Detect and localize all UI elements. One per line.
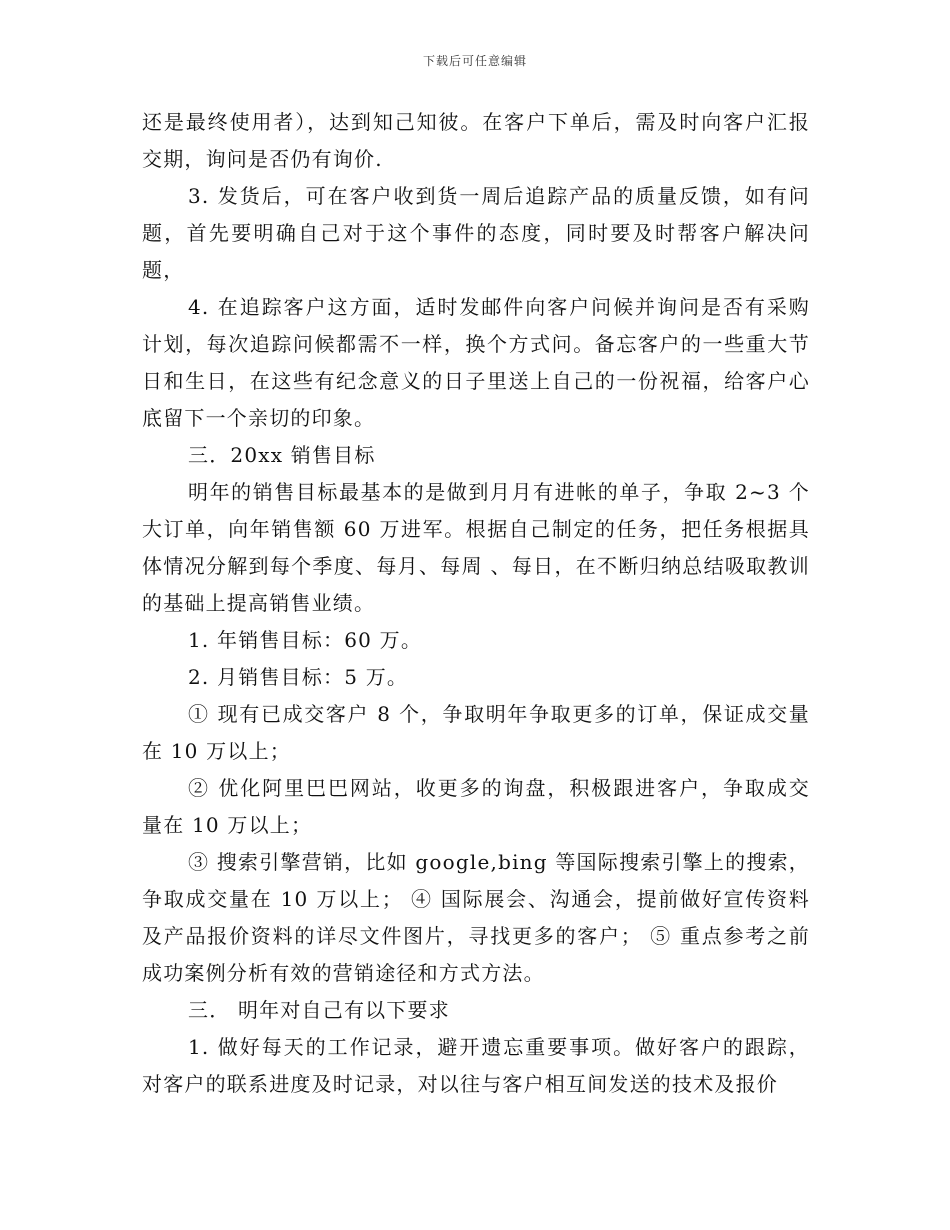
paragraph-2: 3. 发货后，可在客户收到货一周后追踪产品的质量反馈，如有问题，首先要明确自己对于这个事件的态度，同时要及时帮客户解决问题， [142, 184, 810, 282]
list-item-circled-2: ② 优化阿里巴巴网站，收更多的询盘，积极跟进客户，争取成交量在 10 万以上； [142, 776, 810, 837]
section-heading-requirements: 三． 明年对自己有以下要求 [188, 998, 450, 1022]
section-heading-sales-target: 三．20xx 销售目标 [188, 443, 376, 467]
paragraph-3: 4. 在追踪客户这方面，适时发邮件向客户问候并询问是否有采购计划，每次追踪问候都需不一样，换个方式问。备忘客户的一些重大节日和生日，在这些有纪念意义的日子里送上自己的一份祝福，给客户心底留下一个亲切的印象。 [142, 295, 810, 430]
paragraph-5: 明年的销售目标最基本的是做到月月有进帐的单子，争取 2~3 个大订单，向年销售额 60 万进军。根据自己制定的任务，把任务根据具体情况分解到每个季度、每月、每周 、每日，在不断归纳总结吸取教训的基础上提高销售业绩。 [142, 480, 810, 615]
list-item-monthly-target: 2. 月销售目标：5 万。 [188, 665, 409, 689]
paragraph-1: 还是最终使用者），达到知己知彼。在客户下单后，需及时向客户汇报交期，询问是否仍有询价. [142, 110, 810, 171]
list-item-circled-1: ① 现有已成交客户 8 个，争取明年争取更多的订单，保证成交量在 10 万以上； [142, 702, 810, 763]
list-item-annual-target: 1. 年销售目标：60 万。 [188, 628, 423, 652]
page-header: 下载后可任意编辑 [422, 54, 527, 68]
list-item-circled-3-5: ③ 搜索引擎营销，比如 google,bing 等国际搜索引擎上的搜索，争取成交量在 10 万以上； ④ 国际展会、沟通会，提前做好宣传资料及产品报价资料的详尽文件图片，寻找更多的客户； ⑤ 重点参考之前成功案例分析有效的营销途径和方式方法。 [142, 850, 810, 985]
document-body [142, 104, 810, 1103]
paragraph-12: 1. 做好每天的工作记录，避开遗忘重要事项。做好客户的跟踪，对客户的联系进度及时记录，对以往与客户相互间发送的技术及报价 [142, 1035, 810, 1096]
